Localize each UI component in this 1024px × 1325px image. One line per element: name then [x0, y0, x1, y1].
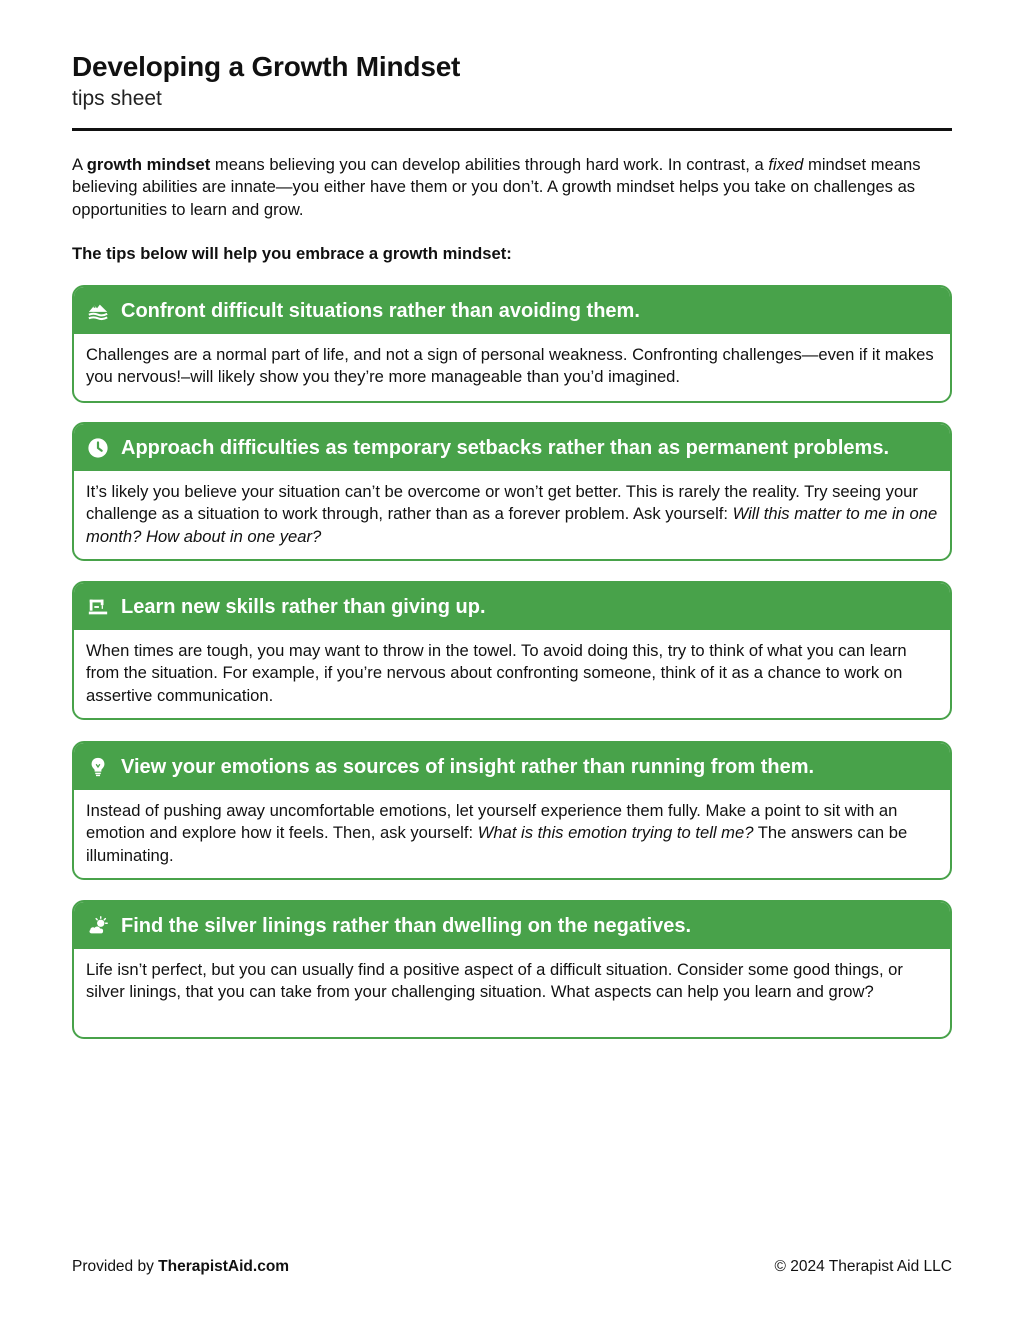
tip-card-confront [72, 285, 952, 403]
footer-copyright: © 2024 Therapist Aid LLC [774, 1258, 952, 1275]
tip-heading: Learn new skills rather than giving up. [121, 595, 486, 618]
page-subtitle: tips sheet [72, 87, 162, 110]
fixed-term: fixed [768, 155, 804, 174]
growth-mindset-term: growth mindset [86, 155, 211, 174]
mountain-icon [86, 299, 110, 323]
worksheet-page [72, 0, 952, 1325]
tip-heading: View your emotions as sources of insight rather than running from them. [121, 755, 815, 778]
tip-heading: Find the silver linings rather than dwelling on the negatives. [121, 914, 692, 937]
tip-heading: Approach difficulties as temporary setbacks rather than as permanent problems. [121, 436, 890, 459]
tip-card-header [74, 902, 950, 949]
intro-paragraph: A growth mindset means believing you can develop abilities through hard work. In contrast, a fixed mindset means believing abilities are innate—you either have them or you don’t. A growth mindset helps you take on challenges as opportunities to learn and grow. [72, 155, 921, 219]
tip-body: It’s likely you believe your situation can’t be overcome or won’t get better. This is rarely the reality. Try seeing your challenge as a situation to work through, rather than as a forever problem. Ask yourself: Will this matter to me in one month? How about in one year? [86, 482, 938, 546]
tip-heading: Confront difficult situations rather than avoiding them. [121, 299, 640, 322]
tip-card-learn-skills [72, 581, 952, 720]
sewing-machine-icon [86, 595, 110, 619]
tip-body: When times are tough, you may want to throw in the towel. To avoid doing this, try to think of what you can learn from the situation. For example, if you’re nervous about confronting someone, think of it as a chance to work on assertive communication. [86, 641, 907, 705]
page-title: Developing a Growth Mindset [72, 51, 461, 82]
tip-card-temporary-setbacks [72, 422, 952, 561]
tip-card-header [74, 583, 950, 630]
footer-brand-link[interactable]: TherapistAid.com [158, 1258, 290, 1275]
sun-cloud-icon [86, 914, 110, 938]
header-divider [72, 128, 952, 131]
tip-card-header [74, 424, 950, 471]
tip-card-emotions [72, 741, 952, 880]
tip-card-silver-linings [72, 900, 952, 1039]
tips-lead: The tips below will help you embrace a growth mindset: [72, 244, 512, 263]
footer-provided-by: Provided by TherapistAid.com [72, 1258, 290, 1275]
clock-icon [86, 436, 110, 460]
tip-card-header [74, 287, 950, 334]
tip-body: Challenges are a normal part of life, and not a sign of personal weakness. Confronting challenges—even if it makes you nervous!–will likely show you they’re more manageable than you’d imagined. [86, 345, 934, 387]
lightbulb-icon [86, 755, 110, 779]
tip-body: Life isn’t perfect, but you can usually find a positive aspect of a difficult situation. Consider some good things, or silver linings, that you can take from your challenging situation. What aspects can help you learn and grow? [86, 960, 903, 1002]
tip-card-header [74, 743, 950, 790]
tip-body: Instead of pushing away uncomfortable emotions, let yourself experience them fully. Make a point to sit with an emotion and explore how it feels. Then, ask yourself: What is this emotion trying to tell me? The answers can be illuminating. [86, 801, 908, 865]
